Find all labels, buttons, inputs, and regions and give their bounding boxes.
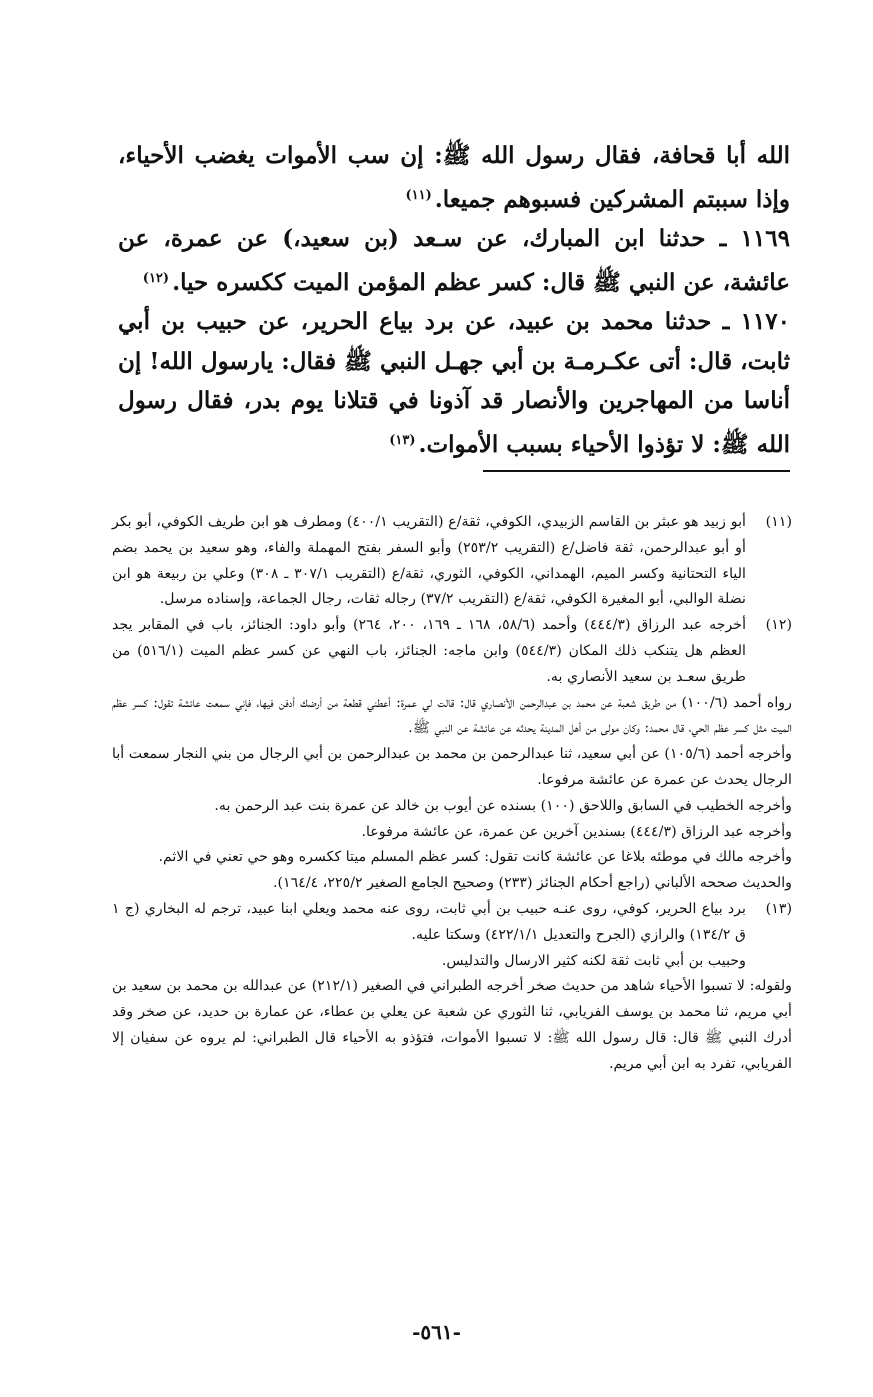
- footnotes: [112, 510, 792, 1078]
- footnote-ref: (١١): [405, 187, 432, 203]
- footnote-body: [112, 510, 746, 613]
- paragraph-text: الله أبا قحافة، فقال رسول الله ﷺ: إن سب الأموات يغضب الأحياء، وإذا سببتم المشركين فسبوهم جميعا.: [118, 142, 790, 213]
- footnote-separator: [483, 470, 790, 472]
- page-number: -٥٦١-: [412, 1320, 461, 1344]
- footnote: [112, 897, 792, 974]
- footnote-paragraph: برد بياع الحرير، كوفي، روى عنـه حبيب بن أبي ثابت، روى عنه محمد ويعلي ابنا عبيد، ترجم له البخاري (ج ١ ق ١٣٤/٢) والرازي (الجرح والتعديل ٤٢٢/١/١) وسكتا عليه.: [112, 900, 746, 943]
- footnote-paragraph: وحبيب بن أبي ثابت ثقة لكنه كثير الارسال والتدليس.: [441, 952, 746, 969]
- footnote: [112, 510, 792, 613]
- footnote-paragraph: ولقوله: لا تسبوا الأحياء شاهد من حديث صخر أخرجه الطبراني في الصغير (٢١٢/١) عن عبدالله بن محمد بن سعيد بن أبي مريم، ثنا محمد بن يوسف الفريابي، ثنا الثوري عن شعبة عن يعلي بن عطاء، عن عمارة بن حديد، عن صخر وقد أدرك النبي ﷺ قال: قال رسول الله ﷺ: لا تسبوا الأموات، فتؤذو به الأحياء قال الطبراني: لم يروه عن سفيان إلا الفريابي، تفرد به ابن أبي مريم.: [112, 978, 792, 1072]
- footnote-paragraph: أبو زبيد هو عبثر بن القاسم الزبيدي، الكوفي، ثقة/ع (التقريب ٤٠٠/١) ومطرف هو ابن طريف الكوفي، أبو بكر أو أبو عبدالرحمن، ثقة فاضل/ع (التقريب ٢٥٣/٢) وأبو السفر بفتح المهملة والفاء، وهو سعيد بن يحمد بضم الياء التحتانية وكسر الميم، الهمداني، الكوفي، الثوري، ثقة/ع (التقريب ٣٠٧/١ ـ ٣٠٨) وعلي بن ربيعة هو ابن نضلة الوالبي، أبو المغيرة الكوفي، ثقة/ع (التقريب ٣٧/٢) رجاله ثقات، رجال الجماعة، وإسناده مرسل.: [112, 514, 746, 608]
- hadith-paragraph: [118, 219, 790, 302]
- footnote-paragraph: وأخرجه الخطيب في السابق واللاحق (١٠٠) بسنده عن أيوب بن خالد عن عمرة بنت عبد الرحمن به.: [214, 797, 792, 814]
- paragraph-text: ١١٦٩ ـ حدثنا ابن المبارك، عن سـعد (بن سعيد،) عن عمرة، عن عائشة، عن النبي ﷺ قال: كسر عظم المؤمن الميت ككسره حيا.: [118, 225, 790, 296]
- footnote-paragraph: أخرجه عبد الرزاق (٤٤٤/٣) وأحمد (٥٨/٦، ١٦٨ ـ ١٦٩، ٢٠٠، ٢٦٤) وأبو داود: الجنائز، باب في المقابر يجد العظم هل يتنكب ذلك المكان (٥٤٤/٣) وابن ماجه: الجنائز، باب النهي عن كسر عظم الميت (٥١٦/١) من طريق سعـد بن سعيد الأنصاري به.: [112, 617, 747, 685]
- footnote-paragraph: وأخرجه أحمد (١٠٥/٦) عن أبي سعيد، ثنا عبدالرحمن بن محمد بن عبدالرحمن بن أبي الرجال من بني النجار سمعت أبا الرجال يحدث عن عمرة عن عائشة مرفوعا.: [112, 746, 792, 788]
- footnote-ref: (١٢): [142, 270, 170, 286]
- footnote-number: (١٢): [765, 617, 792, 634]
- hadith-paragraph: [118, 302, 790, 464]
- footnote-paragraph: والحديث صححه الألباني (راجع أحكام الجنائز (٢٣٣) وصحيح الجامع الصغير ٢٢٥/٢، ١٦٤/٤).: [272, 875, 792, 892]
- footnote-number: (١١): [765, 514, 792, 530]
- footnote-body: [112, 613, 746, 690]
- footnote-number: (١٣): [765, 900, 792, 917]
- footnote-continuation: [112, 974, 792, 1077]
- footnote-paragraph: وأخرجه عبد الرزاق (٤٤٤/٣) بسندين آخرين عن عمرة، عن عائشة مرفوعا.: [361, 823, 792, 840]
- hadith-paragraph: [118, 136, 790, 219]
- footnote-ref: (١٣): [389, 432, 416, 448]
- footnote-paragraph: رواه أحمد (١٠٠/٦) من طريق شعبة عن محمد بن عبدالرحمن الأنصاري قال: قالت لي عمرة: أعطني قطعة من أرضك أدفن فيها، فإني سمعت عائشة تقول: كسر عظم الميت مثل كسر عظم الحي، قال محمد: وكان مولى من أهل المدينة يحدثه عن عائشة عن النبي ﷺ.: [112, 694, 792, 737]
- paragraph-text: ١١٧٠ ـ حدثنا محمد بن عبيد، عن برد بياع الحرير، عن حبيب بن أبي ثابت، قال: أتى عكـرمـة بن أبي جهـل النبي ﷺ فقال: يارسول الله! إن أناسا من المهاجرين والأنصار قد آذونا في قتلانا يوم بدر، فقال رسول الله ﷺ: لا تؤذوا الأحياء بسبب الأموات.: [118, 308, 790, 458]
- footnote: [112, 613, 792, 690]
- main-text: [118, 136, 790, 464]
- footnote-continuation: [112, 691, 792, 897]
- footnote-body: [112, 897, 746, 974]
- footnote-paragraph: وأخرجه مالك في موطئه بلاغا عن عائشة كانت تقول: كسر عظم المسلم ميتا ككسره وهو حي تعني في الاثم.: [158, 849, 792, 866]
